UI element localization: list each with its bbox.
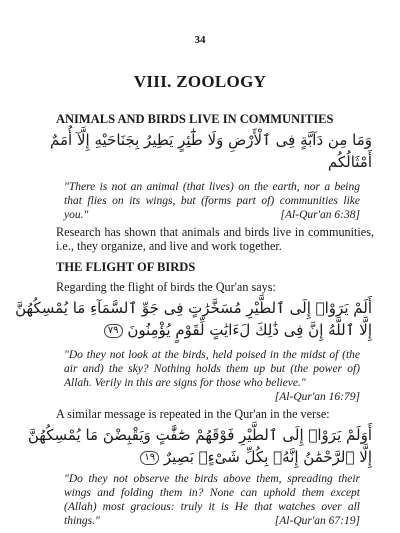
intro-similar-message: A similar message is repeated in the Qur'an in the verse: — [56, 407, 330, 421]
verse-end-marker-icon: ٧٩ — [104, 324, 123, 338]
arabic-verse-16-79-line2-text: إِلَّا ٱللَّهُ إِنَّ فِى ذَٰلِكَ لَءَايَٰتٍ لِّقَوْمٍ يُؤْمِنُونَ — [127, 321, 372, 339]
verse-end-marker-icon: ١٩ — [140, 451, 159, 465]
quote-16-79-text: "Do they not look at the birds, held poised in the midst of (the air and) the sky? Nothing holds them up but (the power of) Allah. Verily in this are signs for those who believe." — [64, 349, 360, 389]
intro-flight: Regarding the flight of birds the Qur'an says: — [56, 280, 276, 294]
arabic-verse-67-19-line2 — [52, 445, 372, 469]
section-heading-communities: ANIMALS AND BIRDS LIVE IN COMMUNITIES — [56, 112, 334, 126]
reference-67-19: [Al-Qur'an 67:19] — [274, 515, 360, 527]
arabic-verse-6-38-line1: وَمَا مِن دَآبَّةٍ فِى ٱلْأَرْضِ وَلَا طَٰٓئِرٍ يَطِيرُ بِجَنَاحَيْهِ إِلَّآ أُمَمٌ — [50, 131, 372, 149]
chapter-title: VIII. ZOOLOGY — [133, 72, 267, 91]
quote-6-38-text: "There is not an animal (that lives) on the earth, nor a being that flies on its wings, but (forms part of) communities like you." — [64, 181, 360, 221]
arabic-verse-67-19-line1: أَوَلَمْ يَرَوْا۟ إِلَى ٱلطَّيْرِ فَوْقَهُمْ صَٰٓفَّٰتٍ وَيَقْبِضْنَ مَا يُمْسِكُهُنَّ — [27, 426, 372, 444]
section-heading-flight: THE FLIGHT OF BIRDS — [56, 260, 196, 274]
arabic-verse-16-79-line1: أَلَمْ يَرَوْا۟ إِلَى ٱلطَّيْرِ مُسَخَّرَٰتٍ فِى جَوِّ ٱلسَّمَآءِ مَا يُمْسِكُهُنَّ — [15, 299, 372, 317]
arabic-verse-16-79-line2 — [52, 318, 372, 342]
quote-67-19-text: "Do they not observe the birds above them, spreading their wings and folding them in? None can uphold them except (Allah) most gracious: truly it is He that watches over all things." — [64, 473, 360, 527]
reference-6-38: [Al-Qur'an 6:38] — [280, 209, 360, 221]
quote-6-38 — [64, 180, 360, 222]
quote-16-79 — [64, 348, 360, 404]
quote-67-19 — [64, 472, 360, 528]
reference-16-79: [Al-Qur'an 16:79] — [274, 391, 360, 403]
arabic-verse-67-19-line2-text: إِلَّا ٱلرَّحْمَٰنُ إِنَّهُۥ بِكُلِّ شَىْءٍۭ بَصِيرٌ — [163, 448, 372, 466]
page-number: 34 — [194, 34, 206, 46]
arabic-verse-6-38-line2: أَمْثَالُكُم — [327, 153, 372, 171]
paragraph-communities: Research has shown that animals and birds live in communities, i.e., they organize, and live and work together. — [56, 225, 374, 253]
